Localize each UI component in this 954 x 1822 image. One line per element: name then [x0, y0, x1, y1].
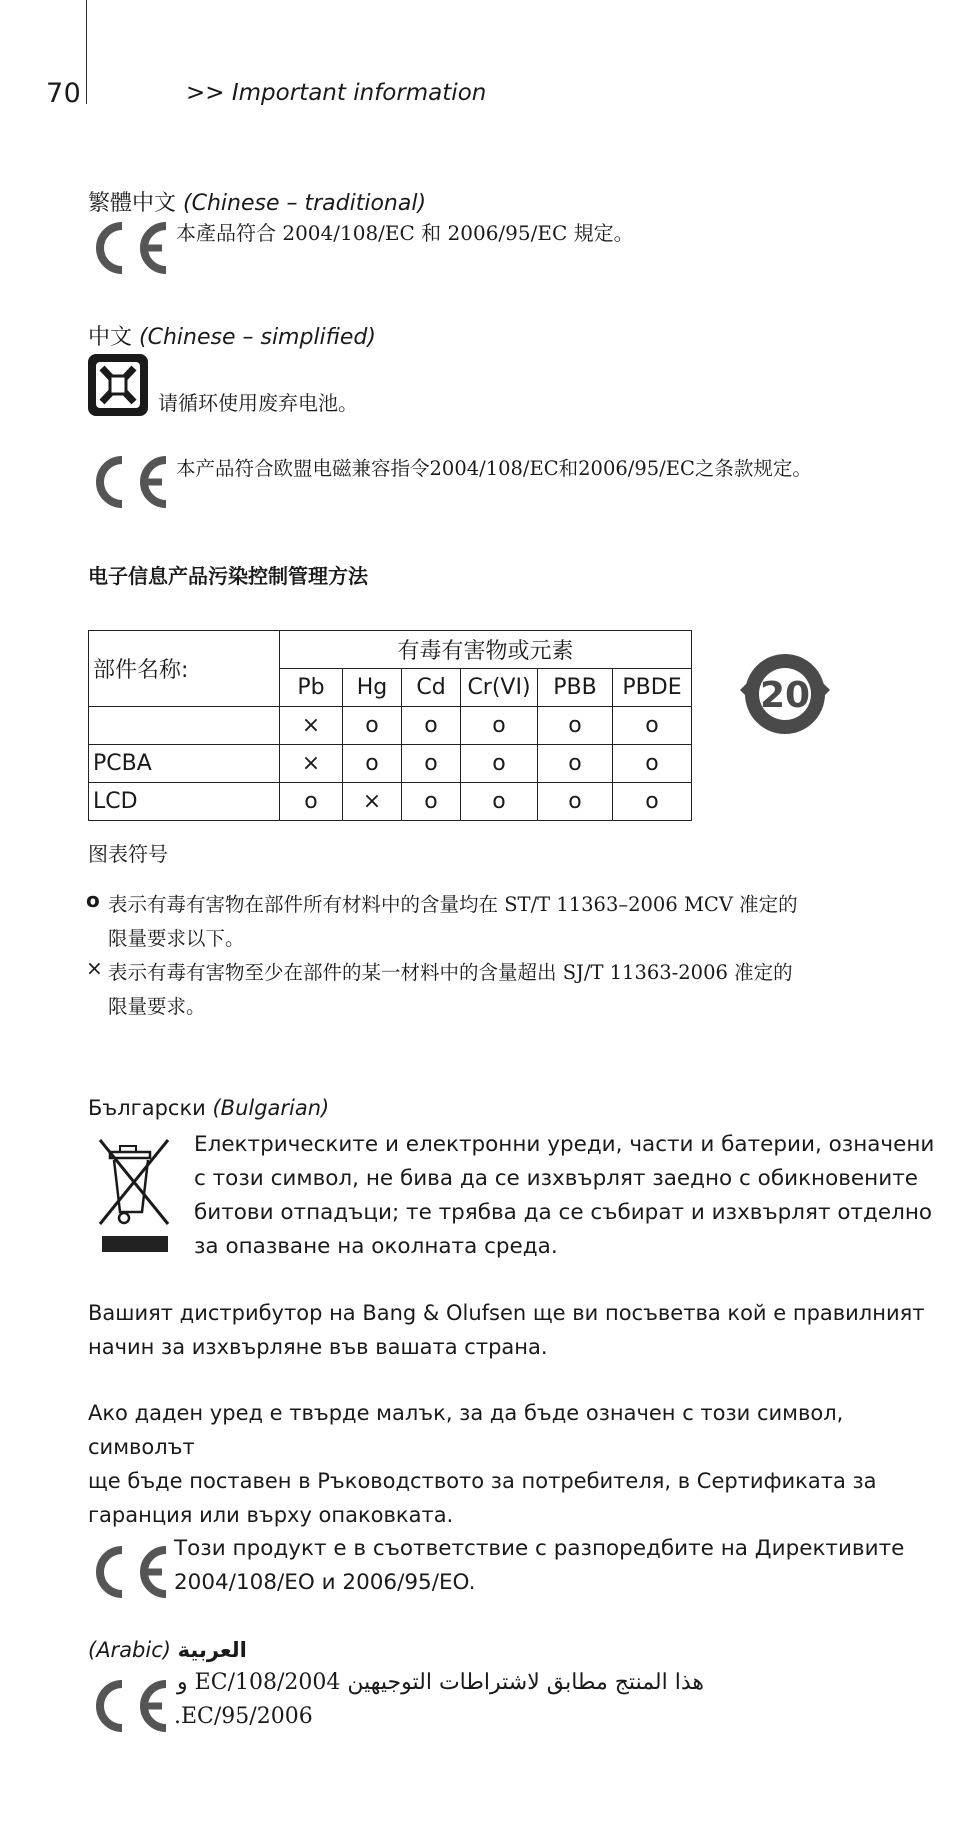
ce-text-traditional: 本產品符合 2004/108/EC 和 2006/95/EC 規定。	[176, 221, 634, 245]
distributor-paragraph	[88, 1296, 924, 1364]
text-line: Вашият дистрибутор на Bang & Olufsen ще ви посъветва кой е правилният	[88, 1301, 925, 1325]
ce-mark-icon	[92, 222, 172, 274]
table-row	[89, 745, 692, 783]
hazard-header: 有毒有害物或元素	[280, 631, 692, 669]
column-header: Hg	[343, 669, 402, 707]
lang-name-en: (Chinese – traditional)	[183, 191, 427, 216]
ce-mark-icon	[92, 1546, 172, 1598]
epup-number: 20	[759, 675, 811, 716]
weee-paragraph	[194, 1128, 934, 1264]
legend-line: 限量要求以下。	[108, 927, 245, 950]
legend-line: 限量要求。	[108, 995, 206, 1018]
legend-symbol: ×	[86, 956, 103, 980]
table-cell: o	[280, 783, 343, 821]
ce-text-simplified: 本产品符合欧盟电磁兼容指令2004/108/EC和2006/95/EC之条款规定。	[176, 457, 812, 480]
text-line: с този символ, не бива да се изхвърлят заедно с обикновените	[194, 1166, 918, 1191]
legend-text	[108, 956, 793, 1024]
table-cell: o	[402, 707, 461, 745]
legend-symbol: o	[86, 888, 100, 912]
lang-name-en: (Arabic)	[88, 1638, 171, 1662]
table-cell: o	[538, 783, 613, 821]
column-header: Cr(VI)	[461, 669, 538, 707]
lang-name-en: (Chinese – simplified)	[139, 325, 376, 350]
table-row	[89, 707, 692, 745]
table-cell: o	[538, 707, 613, 745]
lang-heading-chinese-traditional	[88, 186, 426, 217]
table-cell: ×	[280, 707, 343, 745]
text-line: .EC/95/2006	[174, 1704, 313, 1729]
table-cell: o	[613, 783, 692, 821]
ce-mark-icon	[92, 1680, 172, 1732]
table-cell: o	[538, 745, 613, 783]
legend-text	[108, 888, 798, 956]
table-cell: o	[402, 783, 461, 821]
table-cell: o	[613, 745, 692, 783]
rohs-title: 电子信息产品污染控制管理方法	[88, 564, 368, 588]
table-cell: o	[461, 745, 538, 783]
text-line: начин за изхвърляне във вашата страна.	[88, 1335, 548, 1359]
battery-text: 请循环使用废弃电池。	[158, 391, 358, 415]
text-line: هذا المنتج مطابق لاشتراطات التوجيهين EC/108/2004 و	[177, 1670, 704, 1695]
rohs-table	[88, 630, 692, 821]
text-line: ще бъде поставен в Ръководството за потребителя, в Сертификата за	[88, 1469, 877, 1493]
legend-line: 表示有毒有害物在部件所有材料中的含量均在 ST/T 11363–2006 MCV 准定的	[108, 893, 798, 916]
battery-recycle-icon	[86, 352, 150, 418]
ce-mark-icon	[92, 456, 172, 508]
legend-title: 图表符号	[88, 842, 168, 866]
table-cell: o	[461, 707, 538, 745]
column-header: Cd	[402, 669, 461, 707]
table-cell: o	[343, 707, 402, 745]
section-header: >> Important information	[186, 80, 487, 106]
lang-heading-arabic	[88, 1638, 247, 1662]
page-number: 70	[46, 78, 82, 109]
row-name: LCD	[89, 783, 280, 821]
ce-text-arabic	[174, 1666, 704, 1734]
table-cell: ×	[343, 783, 402, 821]
text-line: Ако даден уред е твърде малък, за да бъде означен с този символ, символът	[88, 1401, 844, 1459]
legend-line: 表示有毒有害物至少在部件的某一材料中的含量超出 SJ/T 11363-2006 准定的	[108, 961, 793, 984]
table-cell: ×	[280, 745, 343, 783]
column-header: Pb	[280, 669, 343, 707]
weee-crossed-bin-icon	[96, 1136, 176, 1256]
table-row	[89, 783, 692, 821]
text-line: гаранция или върху опаковката.	[88, 1503, 454, 1527]
text-line: битови отпадъци; те трябва да се събират и изхвърлят отделно	[194, 1200, 933, 1225]
row-name: PCBA	[89, 745, 280, 783]
text-line: Електрическите и електронни уреди, части и батерии, означени	[194, 1132, 935, 1157]
table-cell: o	[613, 707, 692, 745]
column-header: PBB	[538, 669, 613, 707]
small-device-paragraph	[88, 1396, 954, 1532]
lang-heading-bulgarian	[88, 1096, 329, 1120]
text-line: 2004/108/EO и 2006/95/EO.	[174, 1570, 476, 1595]
lang-name: 中文	[88, 325, 133, 350]
text-line: за опазване на околната среда.	[194, 1234, 558, 1259]
lang-name-en: (Bulgarian)	[212, 1096, 330, 1120]
lang-name: العربية	[177, 1638, 247, 1662]
lang-name: 繁體中文	[88, 191, 177, 216]
part-name-header: 部件名称:	[89, 631, 280, 707]
epup-20-icon	[738, 650, 832, 738]
table-cell: o	[343, 745, 402, 783]
row-name	[89, 707, 280, 745]
ce-text-bulgarian	[174, 1532, 904, 1600]
table-cell: o	[402, 745, 461, 783]
lang-name: Български	[88, 1096, 206, 1120]
lang-heading-chinese-simplified	[88, 320, 376, 351]
text-line: Този продукт е в съответствие с разпоредбите на Директивите	[174, 1536, 905, 1561]
header-divider	[86, 0, 87, 104]
column-header: PBDE	[613, 669, 692, 707]
table-cell: o	[461, 783, 538, 821]
